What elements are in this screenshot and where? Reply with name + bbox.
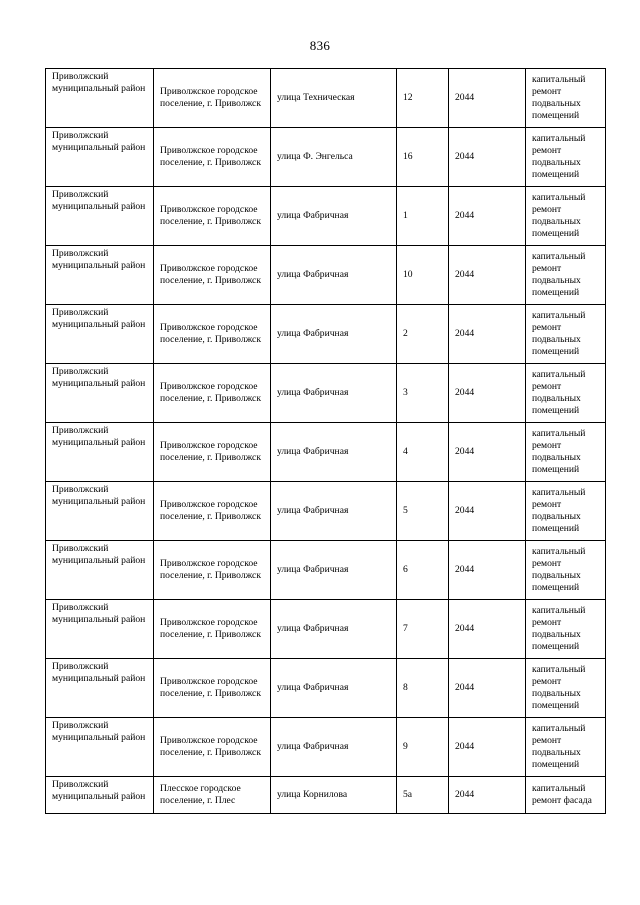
table-row: [46, 541, 606, 600]
table-row: [46, 423, 606, 482]
street-cell: улица Фабричная: [271, 423, 397, 482]
table-row: [46, 246, 606, 305]
year-cell: 2044: [449, 718, 526, 777]
house-number-cell: 10: [397, 246, 449, 305]
settlement-cell: Приволжское городское поселение, г. Приволжск: [154, 128, 271, 187]
year-cell: 2044: [449, 364, 526, 423]
table-row: [46, 69, 606, 128]
settlement-cell: Приволжское городское поселение, г. Приволжск: [154, 305, 271, 364]
year-cell: 2044: [449, 482, 526, 541]
district-cell: Приволжский муниципальный район: [46, 305, 154, 364]
table-row: [46, 482, 606, 541]
table-row: [46, 659, 606, 718]
work-type-cell: капитальный ремонт подвальных помещений: [526, 600, 606, 659]
settlement-cell: Приволжское городское поселение, г. Приволжск: [154, 69, 271, 128]
year-cell: 2044: [449, 541, 526, 600]
street-cell: улица Фабричная: [271, 482, 397, 541]
table-row: [46, 128, 606, 187]
year-cell: 2044: [449, 659, 526, 718]
settlement-cell: Приволжское городское поселение, г. Приволжск: [154, 659, 271, 718]
year-cell: 2044: [449, 128, 526, 187]
settlement-cell: Приволжское городское поселение, г. Приволжск: [154, 364, 271, 423]
table-row: [46, 600, 606, 659]
table-row: [46, 305, 606, 364]
street-cell: улица Фабричная: [271, 718, 397, 777]
work-type-cell: капитальный ремонт подвальных помещений: [526, 482, 606, 541]
registry-table: [45, 68, 606, 814]
district-cell: Приволжский муниципальный район: [46, 69, 154, 128]
year-cell: 2044: [449, 305, 526, 364]
settlement-cell: Приволжское городское поселение, г. Приволжск: [154, 541, 271, 600]
house-number-cell: 2: [397, 305, 449, 364]
district-cell: Приволжский муниципальный район: [46, 364, 154, 423]
house-number-cell: 6: [397, 541, 449, 600]
table-row: [46, 777, 606, 814]
house-number-cell: 5: [397, 482, 449, 541]
street-cell: улица Фабричная: [271, 600, 397, 659]
house-number-cell: 4: [397, 423, 449, 482]
table-row: [46, 187, 606, 246]
year-cell: 2044: [449, 777, 526, 814]
work-type-cell: капитальный ремонт подвальных помещений: [526, 246, 606, 305]
year-cell: 2044: [449, 187, 526, 246]
street-cell: улица Фабричная: [271, 364, 397, 423]
district-cell: Приволжский муниципальный район: [46, 246, 154, 305]
settlement-cell: Плесское городское поселение, г. Плес: [154, 777, 271, 814]
house-number-cell: 12: [397, 69, 449, 128]
settlement-cell: Приволжское городское поселение, г. Приволжск: [154, 246, 271, 305]
work-type-cell: капитальный ремонт подвальных помещений: [526, 718, 606, 777]
district-cell: Приволжский муниципальный район: [46, 128, 154, 187]
street-cell: улица Фабричная: [271, 659, 397, 718]
work-type-cell: капитальный ремонт подвальных помещений: [526, 187, 606, 246]
street-cell: улица Фабричная: [271, 541, 397, 600]
work-type-cell: капитальный ремонт фасада: [526, 777, 606, 814]
street-cell: улица Техническая: [271, 69, 397, 128]
district-cell: Приволжский муниципальный район: [46, 541, 154, 600]
house-number-cell: 16: [397, 128, 449, 187]
house-number-cell: 7: [397, 600, 449, 659]
settlement-cell: Приволжское городское поселение, г. Приволжск: [154, 187, 271, 246]
work-type-cell: капитальный ремонт подвальных помещений: [526, 128, 606, 187]
work-type-cell: капитальный ремонт подвальных помещений: [526, 423, 606, 482]
year-cell: 2044: [449, 246, 526, 305]
work-type-cell: капитальный ремонт подвальных помещений: [526, 541, 606, 600]
district-cell: Приволжский муниципальный район: [46, 187, 154, 246]
work-type-cell: капитальный ремонт подвальных помещений: [526, 69, 606, 128]
year-cell: 2044: [449, 423, 526, 482]
year-cell: 2044: [449, 600, 526, 659]
house-number-cell: 1: [397, 187, 449, 246]
work-type-cell: капитальный ремонт подвальных помещений: [526, 305, 606, 364]
work-type-cell: капитальный ремонт подвальных помещений: [526, 659, 606, 718]
year-cell: 2044: [449, 69, 526, 128]
district-cell: Приволжский муниципальный район: [46, 718, 154, 777]
house-number-cell: 9: [397, 718, 449, 777]
settlement-cell: Приволжское городское поселение, г. Приволжск: [154, 423, 271, 482]
street-cell: улица Фабричная: [271, 246, 397, 305]
settlement-cell: Приволжское городское поселение, г. Приволжск: [154, 718, 271, 777]
street-cell: улица Корнилова: [271, 777, 397, 814]
settlement-cell: Приволжское городское поселение, г. Приволжск: [154, 482, 271, 541]
district-cell: Приволжский муниципальный район: [46, 777, 154, 814]
street-cell: улица Фабричная: [271, 187, 397, 246]
work-type-cell: капитальный ремонт подвальных помещений: [526, 364, 606, 423]
district-cell: Приволжский муниципальный район: [46, 423, 154, 482]
house-number-cell: 3: [397, 364, 449, 423]
district-cell: Приволжский муниципальный район: [46, 482, 154, 541]
settlement-cell: Приволжское городское поселение, г. Приволжск: [154, 600, 271, 659]
district-cell: Приволжский муниципальный район: [46, 600, 154, 659]
street-cell: улица Ф. Энгельса: [271, 128, 397, 187]
district-cell: Приволжский муниципальный район: [46, 659, 154, 718]
page-number: 836: [309, 38, 331, 53]
house-number-cell: 8: [397, 659, 449, 718]
street-cell: улица Фабричная: [271, 305, 397, 364]
house-number-cell: 5а: [397, 777, 449, 814]
table-row: [46, 364, 606, 423]
table-row: [46, 718, 606, 777]
